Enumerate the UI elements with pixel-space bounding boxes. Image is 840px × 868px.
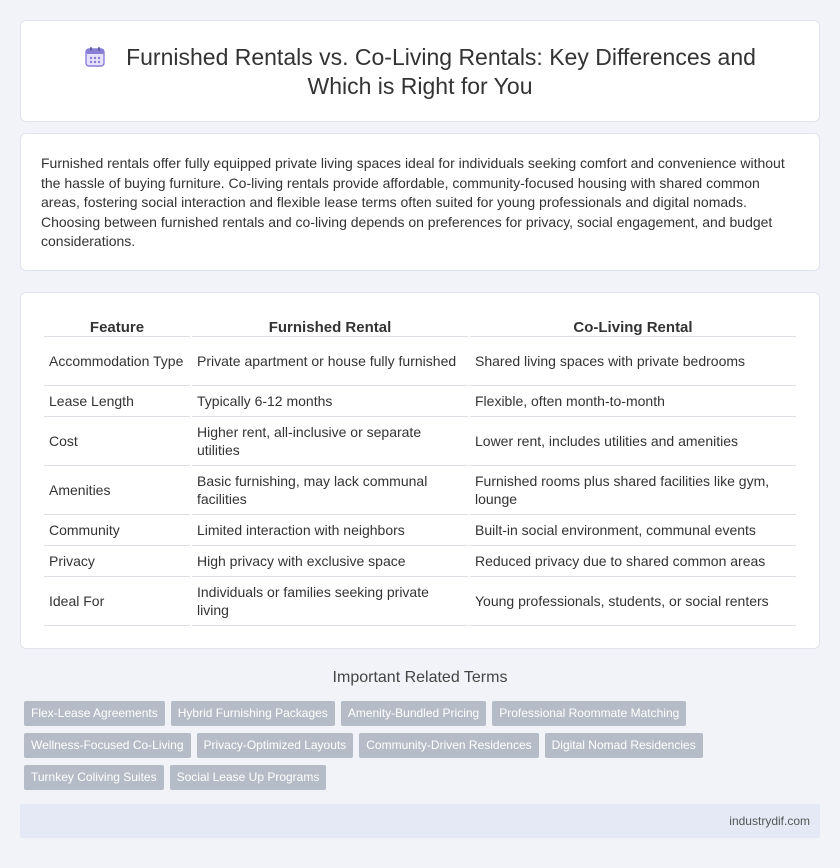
- related-terms-heading: Important Related Terms: [332, 669, 508, 686]
- header-furnished: Furnished Rental: [192, 315, 468, 337]
- table-cell: Lower rent, includes utilities and amenities: [470, 417, 796, 466]
- table-cell: Shared living spaces with private bedrooms: [470, 337, 796, 386]
- table-cell: Ideal For: [44, 577, 190, 626]
- related-term-tag[interactable]: Turnkey Coliving Suites: [24, 765, 164, 790]
- related-term-tag[interactable]: Amenity-Bundled Pricing: [341, 701, 486, 726]
- header-coliving: Co-Living Rental: [470, 315, 796, 337]
- page-title: Furnished Rentals vs. Co-Living Rentals: Key Differences and Which is Right for You: [126, 44, 756, 99]
- table-cell: Individuals or families seeking private living: [192, 577, 468, 626]
- table-row: [44, 337, 796, 386]
- table-cell: Privacy: [44, 546, 190, 577]
- table-row: [44, 515, 796, 546]
- table-row: [44, 386, 796, 417]
- table-cell: Private apartment or house fully furnished: [192, 337, 468, 386]
- footer-site-link[interactable]: industrydif.com: [729, 814, 810, 828]
- related-term-tag[interactable]: Flex-Lease Agreements: [24, 701, 165, 726]
- comparison-table: [42, 315, 798, 626]
- related-term-tag[interactable]: Digital Nomad Residencies: [545, 733, 703, 758]
- table-cell: Basic furnishing, may lack communal facilities: [192, 466, 468, 515]
- table-cell: Limited interaction with neighbors: [192, 515, 468, 546]
- related-term-tag[interactable]: Privacy-Optimized Layouts: [197, 733, 354, 758]
- intro-paragraph: Furnished rentals offer fully equipped private living spaces ideal for individuals seeking comfort and convenience without the hassle of buying furniture. Co-living rentals provide affordable, community-focused housing with shared common areas, fostering social interaction and flexible lease terms often suited for young professionals and digital nomads. Choosing between furnished rentals and co-living depends on preferences for privacy, social engagement, and budget considerations.: [41, 155, 785, 250]
- table-cell: Typically 6-12 months: [192, 386, 468, 417]
- table-cell: Built-in social environment, communal events: [470, 515, 796, 546]
- table-cell: Accommodation Type: [44, 337, 190, 386]
- table-row: [44, 546, 796, 577]
- table-cell: Flexible, often month-to-month: [470, 386, 796, 417]
- table-cell: Amenities: [44, 466, 190, 515]
- table-header-row: [44, 315, 796, 337]
- table-cell: Young professionals, students, or social renters: [470, 577, 796, 626]
- related-term-tag[interactable]: Social Lease Up Programs: [170, 765, 327, 790]
- table-row: [44, 577, 796, 626]
- table-cell: Lease Length: [44, 386, 190, 417]
- table-cell: High privacy with exclusive space: [192, 546, 468, 577]
- related-term-tag[interactable]: Professional Roommate Matching: [492, 701, 686, 726]
- table-cell: Higher rent, all-inclusive or separate utilities: [192, 417, 468, 466]
- table-cell: Reduced privacy due to shared common areas: [470, 546, 796, 577]
- table-cell: Furnished rooms plus shared facilities like gym, lounge: [470, 466, 796, 515]
- calendar-icon: [84, 46, 106, 68]
- page-title-wrap: [21, 43, 819, 101]
- related-terms-list: [24, 701, 724, 797]
- comparison-card: [20, 292, 820, 649]
- related-term-tag[interactable]: Community-Driven Residences: [359, 733, 538, 758]
- table-row: [44, 466, 796, 515]
- related-term-tag[interactable]: Wellness-Focused Co-Living: [24, 733, 191, 758]
- intro-card: [20, 133, 820, 271]
- footer-bar: [20, 804, 820, 838]
- title-card: [20, 20, 820, 122]
- table-row: [44, 417, 796, 466]
- table-cell: Community: [44, 515, 190, 546]
- table-cell: Cost: [44, 417, 190, 466]
- header-feature: Feature: [44, 315, 190, 337]
- related-term-tag[interactable]: Hybrid Furnishing Packages: [171, 701, 335, 726]
